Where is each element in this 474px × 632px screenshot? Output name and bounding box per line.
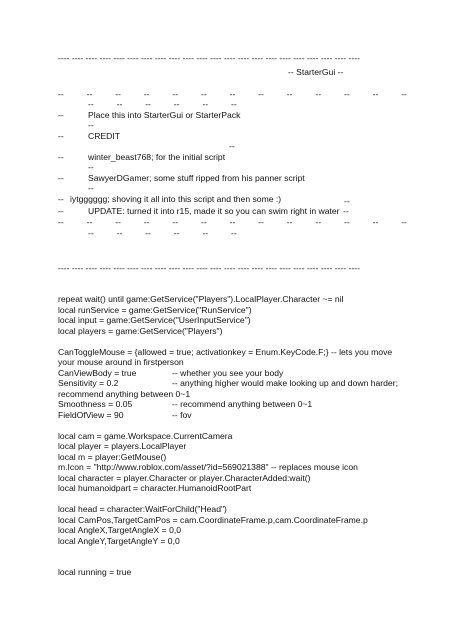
code-line: CanToggleMouse = {allowed = true; activationkey = Enum.KeyCode.F;} -- lets you move xyxy=(58,347,393,357)
dash-marker: -- xyxy=(231,228,237,238)
top-rule: ---- ---- ---- ---- ---- ---- ---- ---- ---- ---- ---- ---- ---- ---- ---- ---- ---- ---- ---- ---- ---- ---- xyxy=(58,53,360,63)
dash-marker: -- xyxy=(172,89,179,99)
instruction-text: Place this into StarterGui or StarterPack xyxy=(88,110,241,120)
bottom-rule: ---- ---- ---- ---- ---- ---- ---- ---- ---- ---- ---- ---- ---- ---- ---- ---- ---- ---- ---- ---- ---- ---- xyxy=(58,263,360,273)
comment-marker: -- xyxy=(344,196,350,206)
credit-heading: CREDIT xyxy=(88,131,120,141)
dash-marker: -- xyxy=(173,99,180,109)
dash-marker: -- xyxy=(115,217,121,227)
dash-marker: -- xyxy=(143,217,150,227)
credit-author-1: winter_beast768; for the initial script xyxy=(88,152,226,162)
dash-marker: -- xyxy=(344,217,350,227)
dash-marker: -- xyxy=(229,217,236,227)
code-comment: -- anything higher would make looking up and down harder; xyxy=(172,378,398,388)
code-line: local AngleY,TargetAngleY = 0,0 xyxy=(58,536,180,546)
dash-marker: -- xyxy=(202,99,209,109)
dash-marker: -- xyxy=(231,99,237,109)
code-line: Sensitivity = 0.2 xyxy=(58,378,119,388)
comment-marker: -- xyxy=(88,162,94,172)
dash-marker: -- xyxy=(143,89,150,99)
code-comment: -- recommend anything between 0~1 xyxy=(172,399,313,409)
code-line: repeat wait() until game:GetService("Players").LocalPlayer.Character ~= nil xyxy=(58,294,344,304)
code-line: local input = game:GetService("UserInputService") xyxy=(58,315,251,325)
code-line: local CamPos,TargetCamPos = cam.CoordinateFrame.p,cam.CoordinateFrame.p xyxy=(58,515,368,525)
code-line: local players = game:GetService("Players") xyxy=(58,326,223,336)
code-line: local running = true xyxy=(58,567,132,577)
dash-marker: -- xyxy=(401,89,407,99)
dash-marker: -- xyxy=(86,217,93,227)
code-line: local AngleX,TargetAngleX = 0,0 xyxy=(58,525,182,535)
comment-marker: -- xyxy=(343,206,349,216)
comment-marker: -- xyxy=(88,120,94,130)
code-line: local head = character:WaitForChild("Head") xyxy=(58,504,227,514)
dash-marker: -- xyxy=(173,228,180,238)
code-line: local player = players.LocalPlayer xyxy=(58,441,187,451)
dash-marker: -- xyxy=(58,217,64,227)
code-line: recommend anything between 0~1 xyxy=(58,389,191,399)
dash-marker: -- xyxy=(258,89,264,99)
comment-marker: -- xyxy=(58,110,64,120)
code-line: Smoothness = 0.05 xyxy=(58,399,133,409)
dash-marker: -- xyxy=(145,228,151,238)
dash-marker: -- xyxy=(315,89,322,99)
dash-marker: -- xyxy=(116,228,123,238)
dash-marker: -- xyxy=(202,228,209,238)
comment-marker: -- xyxy=(58,194,64,204)
comment-marker: -- xyxy=(58,206,64,216)
code-line: FieldOfView = 90 xyxy=(58,410,124,420)
credit-note: iytgggggg; shoving it all into this script and then some :) xyxy=(70,194,282,204)
credit-author-2: SawyerDGamer; some stuff ripped from his panner script xyxy=(88,173,305,183)
code-line: local cam = game.Workspace.CurrentCamera xyxy=(58,431,233,441)
dash-marker: -- xyxy=(344,89,350,99)
dash-marker: -- xyxy=(58,89,64,99)
comment-marker: -- xyxy=(229,141,235,151)
comment-marker: -- xyxy=(58,173,64,183)
update-note: UPDATE: turned it into r15, made it so you can swim right in water xyxy=(88,206,340,216)
dash-marker: -- xyxy=(201,89,207,99)
dash-marker: -- xyxy=(401,217,407,227)
dash-marker: -- xyxy=(286,217,293,227)
dash-marker: -- xyxy=(372,89,379,99)
section-title: -- StarterGui -- xyxy=(288,67,344,77)
code-comment: -- whether you see your body xyxy=(172,368,284,378)
code-line: local humanoidpart = character.HumanoidRootPart xyxy=(58,483,252,493)
dash-marker: -- xyxy=(286,89,293,99)
code-line: CanViewBody = true xyxy=(58,368,137,378)
code-comment: -- fov xyxy=(172,410,192,420)
dash-marker: -- xyxy=(201,217,207,227)
dash-marker: -- xyxy=(372,217,379,227)
dash-marker: -- xyxy=(88,99,94,109)
code-line: local runService = game:GetService("RunService") xyxy=(58,305,252,315)
dash-marker: -- xyxy=(315,217,322,227)
comment-marker: -- xyxy=(58,131,64,141)
dash-marker: -- xyxy=(88,228,94,238)
code-line: local character = player.Character or player.CharacterAdded:wait() xyxy=(58,473,311,483)
dash-marker: -- xyxy=(229,89,236,99)
dash-marker: -- xyxy=(258,217,264,227)
code-line: m.Icon = "http://www.roblox.com/asset/?id=569021388" -- replaces mouse icon xyxy=(58,462,358,472)
dash-marker: -- xyxy=(116,99,123,109)
code-line: your mouse around in firstperson xyxy=(58,357,184,367)
code-line: local m = player:GetMouse() xyxy=(58,452,167,462)
comment-marker: -- xyxy=(88,183,94,193)
dash-marker: -- xyxy=(86,89,93,99)
dash-marker: -- xyxy=(172,217,179,227)
dash-marker: -- xyxy=(145,99,151,109)
dash-marker: -- xyxy=(115,89,121,99)
comment-marker: -- xyxy=(58,152,64,162)
